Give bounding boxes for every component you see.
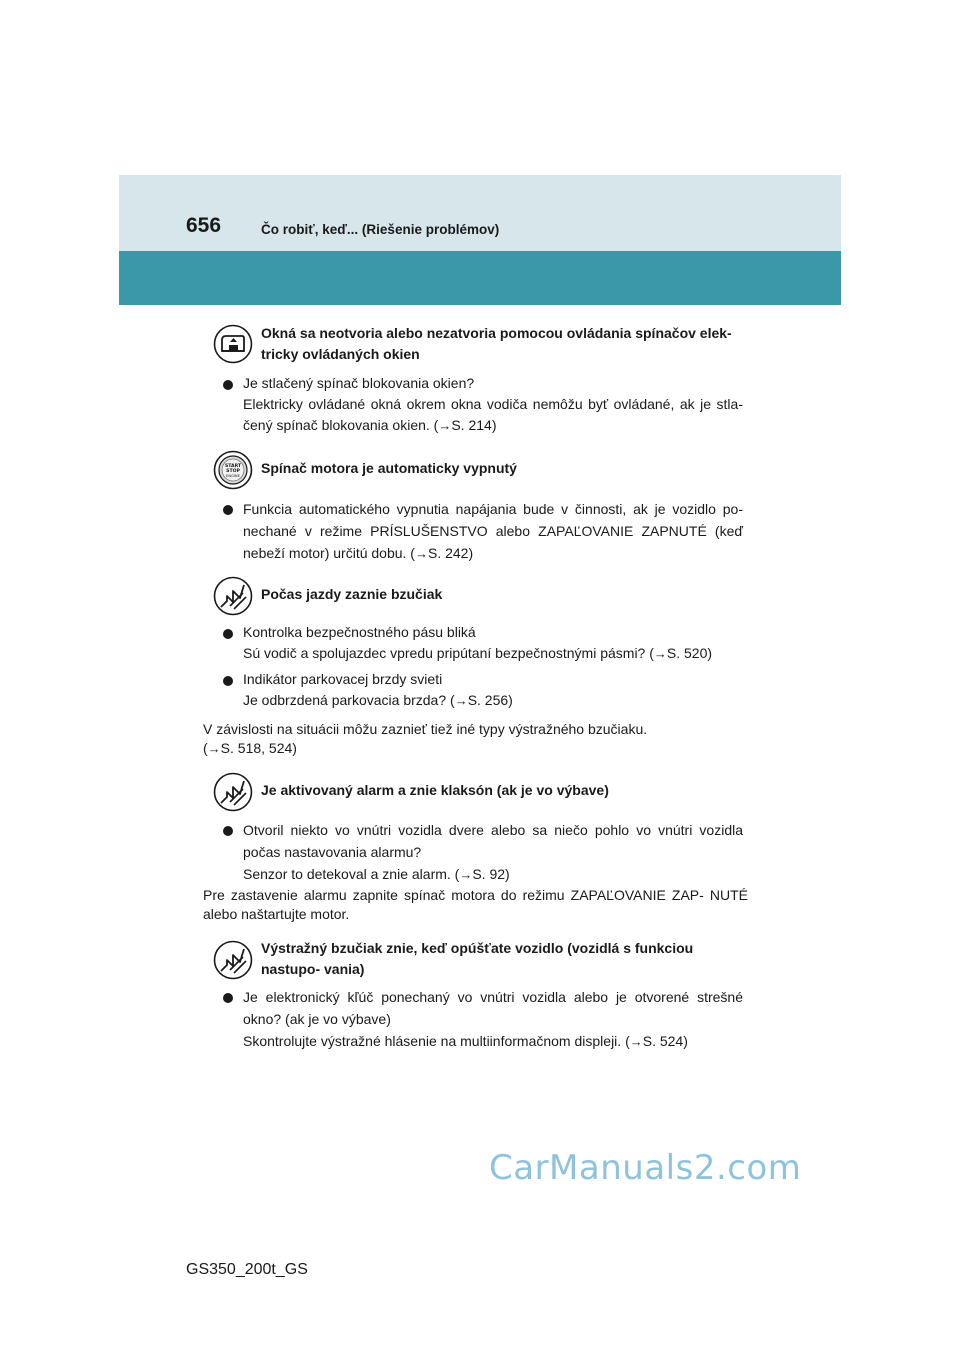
list-item (223, 669, 743, 711)
arrow-icon: → (414, 546, 428, 561)
header-band (119, 175, 841, 251)
bullet-question: Indikátor parkovacej brzdy svieti (243, 671, 443, 687)
bullet-answer: Sú vodič a spolujazdec vpredu pripútaní bezpečnostnými pásmi? (→S. 520) (243, 645, 713, 661)
chapter-title: Čo robiť, keď... (Riešenie problémov) (261, 222, 500, 237)
section-heading-engine: Spínač motora je automaticky vypnutý (261, 460, 517, 476)
bullet-icon (223, 993, 233, 1003)
bullet-question: Kontrolka bezpečnostného pásu bliká (243, 624, 476, 640)
section-heading-alarm: Je aktivovaný alarm a znie klaksón (ak je vo výbave) (261, 782, 609, 798)
svg-text:ENGINE: ENGINE (226, 474, 240, 478)
bullet-answer: Funkcia automatického vypnutia napájania bude v činnosti, ak je vozidlo po- nechané v režime PRÍSLUŠENSTVO alebo ZAPAĽOVANIE ZAPNUTÉ (keď nebeží motor) určitú dobu. (→S. 242) (243, 501, 743, 561)
list-item (223, 498, 743, 565)
bullet-answer: Skontrolujte výstražné hlásenie na multiinformačnom displeji. (→S. 524) (243, 1033, 688, 1049)
section-heading-windows: Okná sa neotvoria alebo nezatvoria pomocou ovládania spínačov elek- tricky ovládaných okien (261, 325, 732, 362)
svg-text:START: START (224, 464, 242, 469)
bullet-icon (223, 826, 233, 836)
bullet-answer: Elektricky ovládané okná okrem okna vodiča nemôžu byť ovládané, ak je stla- čený spínač blokovania okien. (→S. 214) (243, 396, 743, 433)
window-switch-icon (213, 324, 253, 364)
arrow-icon: → (629, 1034, 643, 1049)
buzzer-warning-icon (213, 772, 253, 812)
note-text: Pre zastavenie alarmu zapnite spínač motora do režimu ZAPAĽOVANIE ZAP- NUTÉ alebo naštartujte motor. (203, 887, 748, 922)
section-heading-exit-buzzer: Výstražný bzučiak znie, keď opúšťate vozidlo (vozidlá s funkciou nastupo- vania) (261, 940, 694, 977)
bullet-icon (223, 505, 233, 515)
arrow-icon: → (653, 646, 667, 661)
bullet-icon (223, 380, 233, 390)
start-stop-engine-icon (213, 450, 253, 490)
bullet-icon (223, 629, 233, 639)
buzzer-warning-icon (213, 576, 253, 616)
note-text: V závislosti na situácii môžu zaznieť tiež iné typy výstražného bzučiaku. (→S. 518, 524) (203, 721, 648, 756)
bullet-answer: Je odbrzdená parkovacia brzda? (→S. 256) (243, 692, 513, 708)
bullet-answer: Senzor to detekoval a znie alarm. (→S. 92) (243, 866, 510, 882)
arrow-icon: → (207, 741, 221, 756)
section-band (119, 251, 841, 305)
list-item (223, 373, 743, 436)
arrow-icon: → (459, 867, 473, 882)
list-item (223, 986, 743, 1053)
arrow-icon: → (438, 418, 452, 433)
bullet-icon (223, 676, 233, 686)
bullet-question: Je elektronický kľúč ponechaný vo vnútri vozidla alebo je otvorené strešné okno? (ak je vo výbave) (243, 989, 743, 1027)
section-heading-buzzer: Počas jazdy zaznie bzučiak (261, 586, 443, 602)
buzzer-warning-icon (213, 940, 253, 980)
bullet-question: Je stlačený spínač blokovania okien? (243, 375, 475, 391)
bullet-question: Otvoril niekto vo vnútri vozidla dvere alebo sa niečo pohlo vo vnútri vozidla počas nastavovania alarmu? (243, 822, 743, 860)
list-item (223, 622, 743, 664)
page-number: 656 (186, 214, 222, 237)
list-item (223, 819, 743, 886)
footer-model-code: GS350_200t_GS (186, 1261, 308, 1278)
watermark: CarManuals2.com (489, 1148, 802, 1188)
svg-text:STOP: STOP (226, 469, 240, 474)
arrow-icon: → (454, 693, 468, 708)
